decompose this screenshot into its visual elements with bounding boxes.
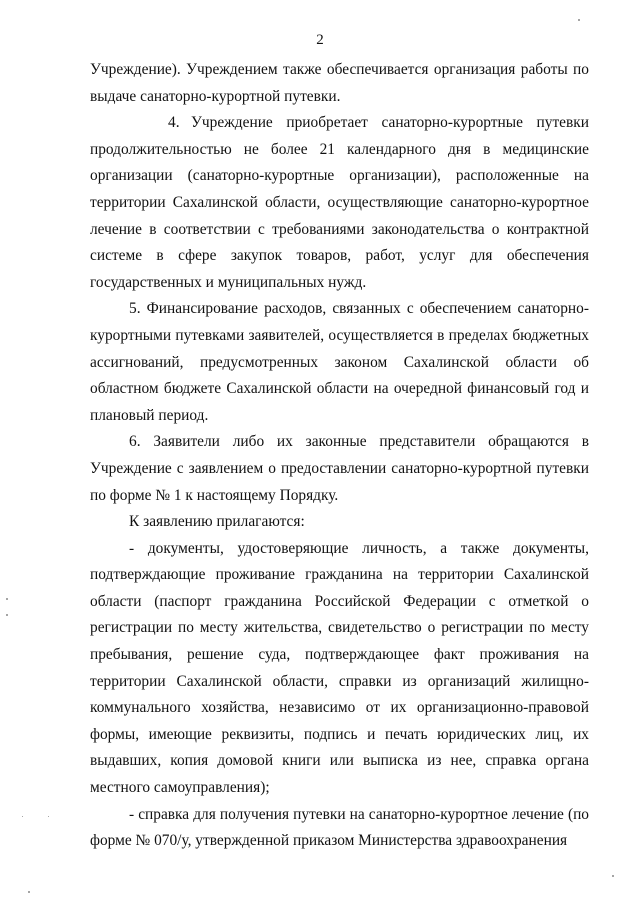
paragraph-item-4-text: Учреждение приобретает санаторно-курортные путевки продолжительностью не более 21 календарного дня в медицинские организации (санаторно-курортные организации), расположенные на территории Сахалинской области, осуществляющие санаторно-курортное лечение в соответствии с требованиями законодательства о контрактной системе в сфере закупок товаров, работ, услуг для обеспечения государственных и муниципальных нужд. [90,114,589,291]
paragraph-item-5: 5. Финансирование расходов, связанных с обеспечением санаторно-курортными путевками заявителей, осуществляется в пределах бюджетных ассигнований, предусмотренных законом Сахалинской области об областном бюджете Сахалинской области на очередной финансовый год и плановый период. [90,300,589,424]
page-number: 2 [316,32,324,48]
paragraph-identity-documents: - документы, удостоверяющие личность, а также документы, подтверждающие проживание гражданина на территории Сахалинской области (паспорт гражданина Российской Федерации с отметкой о регистрации по месту жительства, свидетельство о регистрации по месту пребывания, решение суда, подтверждающее факт проживания на территории Сахалинской области, справки из организаций жилищно-коммунального хозяйства, независимо от их организационно-правовой формы, имеющие реквизиты, подпись и печать юридических лиц, их выдавших, копия домовой книги или выписка из нее, справка органа местного самоуправления); [90,539,589,797]
scan-speck [48,816,49,817]
paragraph-item-6: 6. Заявители либо их законные представители обращаются в Учреждение с заявлением о предоставлении санаторно-курортной путевки по форме № 1 к настоящему Порядку. [90,433,589,504]
document-body [90,57,589,855]
scan-speck [6,614,8,616]
paragraph-attachments-heading: К заявлению прилагаются: [129,513,305,531]
scan-speck [6,598,8,600]
scan-speck [28,891,30,893]
paragraph-item-4 [90,110,589,296]
scan-speck [612,875,614,877]
paragraph-medical-certificate: - справка для получения путевки на санаторно-курортное лечение (по форме № 070/у, утвержденной приказом Министерства здравоохранения [90,805,589,850]
scan-speck [578,19,580,21]
item-number: 4. [168,114,180,132]
paragraph-continuation: Учреждение). Учреждением также обеспечивается организация работы по выдаче санаторно-курортной путевки. [90,61,589,105]
scan-speck [22,816,23,817]
